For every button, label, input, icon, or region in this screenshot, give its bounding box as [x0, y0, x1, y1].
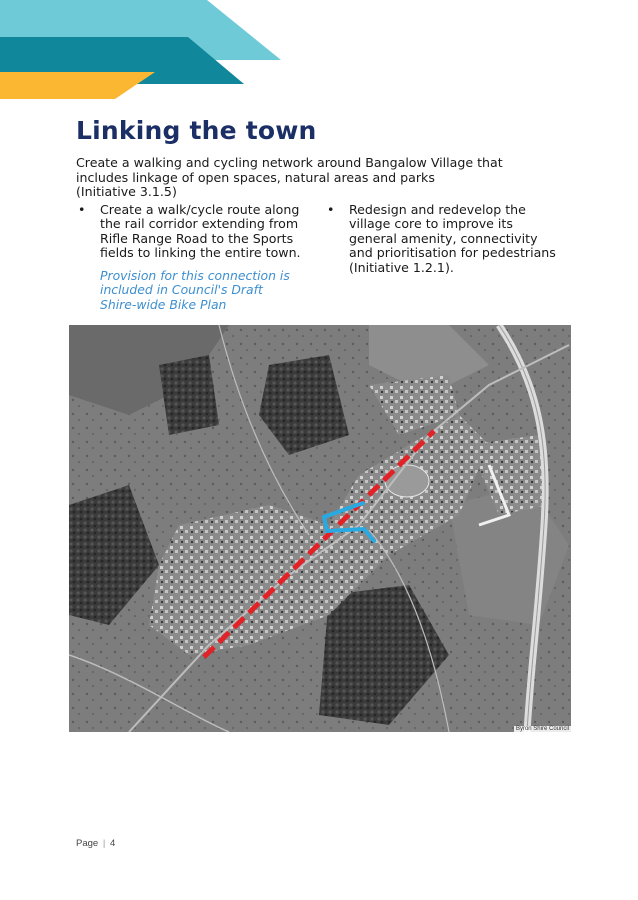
- bullet-symbol: •: [78, 202, 86, 217]
- page-footer: [76, 838, 115, 849]
- banner-yellow-stripe: [0, 72, 155, 99]
- bullet-line: Redesign and redevelop the: [349, 202, 526, 217]
- right-column: [325, 203, 565, 275]
- bullet-line: fields to linking the entire town.: [100, 245, 301, 261]
- intro-line: Create a walking and cycling network around Bangalow Village that: [76, 155, 503, 170]
- bullet-symbol: •: [327, 202, 335, 217]
- left-column: [76, 203, 326, 312]
- bullet-line: (Initiative 1.2.1).: [349, 259, 454, 275]
- bullet-item: [325, 203, 565, 275]
- bullet-line: village core to improve its: [349, 216, 513, 232]
- footer-label: Page: [76, 838, 99, 849]
- aerial-map: [69, 325, 571, 732]
- bullet-line: Rifle Range Road to the Sports: [100, 230, 294, 246]
- bullet-item: [76, 203, 326, 261]
- bullet-line: and prioritisation for pedestrians: [349, 245, 556, 261]
- bike-plan-note: [76, 269, 326, 313]
- intro-line: includes linkage of open spaces, natural areas and parks: [76, 169, 435, 185]
- intro-paragraph: [76, 156, 556, 200]
- bullet-line: the rail corridor extending from: [100, 216, 299, 232]
- intro-line: (Initiative 3.1.5): [76, 184, 177, 199]
- note-line: included in Council's Draft: [100, 282, 263, 298]
- aerial-map-graphic: [69, 325, 571, 732]
- header-banner: [0, 0, 290, 100]
- note-line: Shire-wide Bike Plan: [100, 296, 227, 312]
- page-title: Linking the town: [76, 116, 317, 145]
- page-number: 4: [109, 838, 116, 849]
- map-credit: Byron Shire Council: [515, 726, 569, 732]
- bullet-line: general amenity, connectivity: [349, 230, 538, 246]
- note-line: Provision for this connection is: [100, 267, 290, 283]
- bullet-line: Create a walk/cycle route along: [100, 202, 300, 217]
- footer-separator: |: [102, 838, 106, 849]
